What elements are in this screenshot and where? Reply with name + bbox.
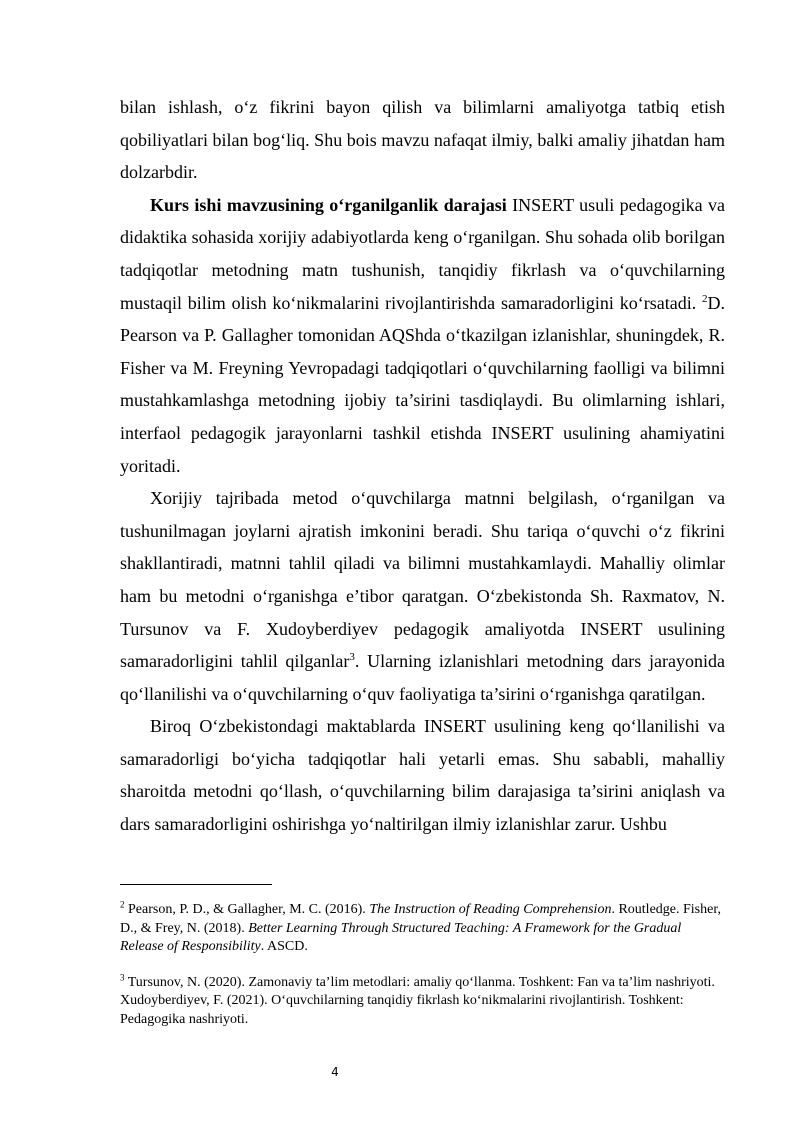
paragraph-1-text: bilan ishlash, o‘z fikrini bayon qilish va bilimlarni amaliyotga tatbiq etish qobiliyatlari bilan bog‘liq. Shu bois mavzu nafaqat ilmiy, balki amaliy jihatdan ham dolzarbdir. — [120, 97, 725, 183]
footnotes — [120, 901, 725, 1029]
paragraph-2-text-b: D. Pearson va P. Gallagher tomonidan AQShda o‘tkazilgan izlanishlar, shuningdek, R. Fisher va M. Freyning Yevropadagi tadqiqotlari o‘quvchilarning faolligi va bilimni mustahkamlashga metodning ijobiy ta’sirini tasdiqlaydi. Bu olimlarning ishlari, interfaol pedagogik jarayonlarni tashkil etishda INSERT usulining ahamiyatini yoritadi. — [120, 292, 725, 476]
footnote-2-title-1: The Instruction of Reading Comprehension — [369, 902, 612, 917]
paragraph-4 — [120, 710, 725, 840]
paragraph-2 — [120, 189, 725, 482]
paragraph-1 — [120, 91, 725, 189]
footnote-ref-2[interactable]: 2 — [702, 292, 708, 305]
footnote-2-text-b: . Routledge. Fisher, D., & Frey, N. (2018). — [120, 902, 721, 936]
footnote-ref-3[interactable]: 3 — [349, 651, 355, 664]
footnote-3 — [120, 971, 725, 1030]
paragraph-2-text-a: INSERT usuli pedagogika va didaktika sohasida xorijiy adabiyotlarda keng o‘rganilgan. Shu sohada olib borilgan tadqiqotlar metodning matn tushunish, tanqidiy fikrlash va o‘quvchilarning mustaqil bilim olish ko‘nikmalarini rivojlantirishda samaradorligini ko‘rsatadi. — [120, 194, 725, 313]
body-text — [120, 91, 725, 841]
footnote-2-mark: 2 — [120, 899, 125, 910]
footnote-3-text: Tursunov, N. (2020). Zamonaviy ta’lim metodlari: amaliy qo‘llanma. Toshkent: Fan va ta’lim nashriyoti. Xudoyberdiyev, F. (2021). O‘quvchilarning tanqidiy fikrlash ko‘nikmalarini rivojlantirish. Toshkent: Pedagogika nashriyoti. — [120, 974, 715, 1027]
page-number: 4 — [331, 1065, 339, 1079]
footnote-separator — [120, 884, 272, 885]
footnote-2-text-a: Pearson, P. D., & Gallagher, M. C. (2016). — [124, 902, 370, 917]
footnote-2-title-2: Better Learning Through Structured Teaching: A Framework for the Gradual Release of Responsibility — [120, 920, 682, 954]
footnote-2-text-c: . ASCD. — [260, 939, 308, 954]
footnote-2 — [120, 901, 725, 957]
section-heading-inline: Kurs ishi mavzusining o‘rganilganlik darajasi — [150, 194, 507, 215]
paragraph-4-text: Biroq O‘zbekistondagi maktablarda INSERT usulining keng qo‘llanilishi va samaradorligi bo‘yicha tadqiqotlar hali yetarli emas. Shu sababli, mahalliy sharoitda metodni qo‘llash, o‘quvchilarning bilim darajasiga ta’sirini aniqlash va dars samaradorligini oshirishga yo‘naltirilgan ilmiy izlanishlar zarur. Ushbu — [120, 716, 725, 835]
paragraph-3 — [120, 482, 725, 710]
paragraph-3-text-a: Xorijiy tajribada metod o‘quvchilarga matnni belgilash, o‘rganilgan va tushunilmagan joylarni ajratish imkonini beradi. Shu tariqa o‘quvchi o‘z fikrini shakllantiradi, matnni tahlil qiladi va bilimni mustahkamlaydi. Mahalliy olimlar ham bu metodni o‘rganishga e’tibor qaratgan. O‘zbekistonda Sh. Raxmatov, N. Tursunov va F. Xudoyberdiyev pedagogik amaliyotda INSERT usulining samaradorligini tahlil qilganlar — [120, 488, 725, 672]
footnote-3-mark: 3 — [120, 971, 125, 982]
paragraph-3-text-b: . Ularning izlanishlari metodning dars jarayonida qo‘llanilishi va o‘quvchilarning o‘quv faoliyatiga ta’sirini o‘rganishga qaratilgan. — [120, 651, 726, 704]
